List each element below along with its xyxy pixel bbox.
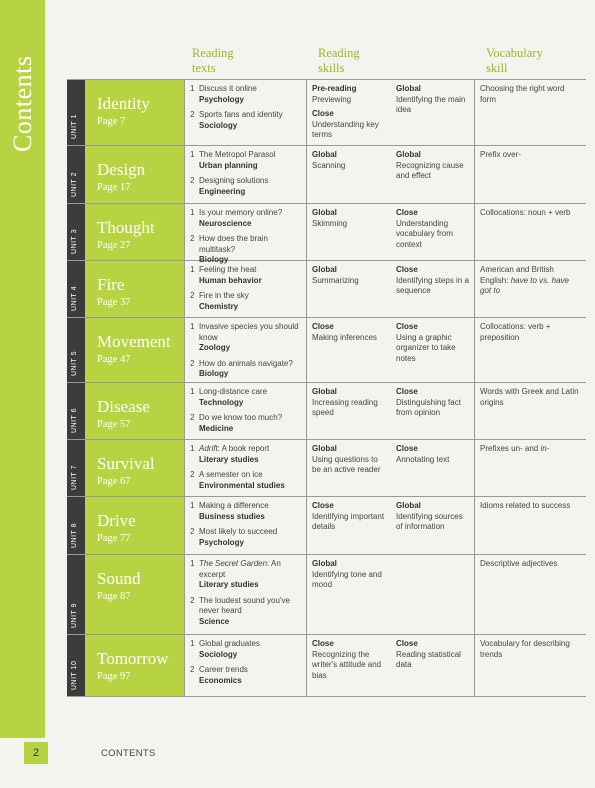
skill-block xyxy=(312,559,386,591)
table-row xyxy=(67,635,586,697)
reading-texts-cell xyxy=(185,261,307,317)
reading-texts-cell xyxy=(185,497,307,554)
item-number: 1 xyxy=(190,559,195,568)
item-body xyxy=(199,110,301,131)
vocabulary-skill-cell xyxy=(475,635,586,696)
item-number: 1 xyxy=(190,444,195,453)
header-line: skills xyxy=(318,61,345,75)
vocab-text: Prefix over- xyxy=(480,150,521,159)
skill-block xyxy=(396,322,469,364)
unit-page-ref[interactable]: Page 7 xyxy=(97,116,126,127)
item-body xyxy=(199,291,301,312)
skill-text: Increasing reading speed xyxy=(312,397,378,417)
skill-text: Distinguishing fact from opinion xyxy=(396,397,461,417)
skill-kind: Global xyxy=(312,444,337,453)
reading-texts-cell xyxy=(185,555,307,634)
item-subject: Science xyxy=(199,616,230,626)
unit-page-ref[interactable]: Page 57 xyxy=(97,419,131,430)
skill-text: Identifying tone and mood xyxy=(312,569,382,589)
reading-texts-cell xyxy=(185,146,307,203)
item-title xyxy=(199,265,256,274)
item-title-text: How does the brain multitask? xyxy=(199,234,268,254)
skill-text: Identifying sources of information xyxy=(396,511,463,531)
vocab-text: Choosing the right word form xyxy=(480,84,565,104)
skill-kind: Global xyxy=(396,150,421,159)
unit-number: UNIT 3 xyxy=(71,228,78,254)
skill-kind: Close xyxy=(396,265,418,274)
item-title xyxy=(199,110,283,119)
unit-page-ref[interactable]: Page 37 xyxy=(97,297,131,308)
reading-skill-cell xyxy=(391,318,475,382)
unit-cell xyxy=(67,383,185,439)
skill-text: Using a graphic organizer to take notes xyxy=(396,332,456,363)
vocab-text: Vocabulary for describing trends xyxy=(480,639,570,659)
item-subject: Neuroscience xyxy=(199,218,252,228)
unit-page-ref[interactable]: Page 67 xyxy=(97,476,131,487)
reading-text-item xyxy=(190,501,301,522)
unit-number: UNIT 4 xyxy=(71,285,78,311)
reading-skill-cell xyxy=(307,383,391,439)
skill-text: Previewing xyxy=(312,94,352,104)
item-title-text: Feeling the heat xyxy=(199,265,257,274)
reading-skill-cell xyxy=(307,635,391,696)
reading-skill-cell xyxy=(391,383,475,439)
reading-skill-cell xyxy=(307,555,391,634)
vocabulary-skill-cell xyxy=(475,80,586,145)
item-title-text: Invasive species you should know xyxy=(199,322,299,342)
skill-block xyxy=(312,265,386,286)
skill-block xyxy=(396,501,469,533)
item-title xyxy=(199,234,268,254)
reading-skill-cell xyxy=(307,146,391,203)
vocab-italic: have to vs. have got to xyxy=(480,275,569,295)
reading-skill-cell xyxy=(307,80,391,145)
header-vocabulary-skill xyxy=(486,46,543,76)
reading-skill-cell xyxy=(307,261,391,317)
vocabulary-skill-cell xyxy=(475,146,586,203)
item-body xyxy=(199,208,301,229)
skill-text: Understanding vocabulary from context xyxy=(396,218,453,249)
item-title xyxy=(199,665,248,674)
item-number: 2 xyxy=(190,665,195,674)
vocabulary-skill-cell xyxy=(475,318,586,382)
reading-text-item xyxy=(190,208,301,229)
header-line: Vocabulary xyxy=(486,46,543,60)
item-number: 1 xyxy=(190,501,195,510)
item-title xyxy=(199,639,260,648)
item-number: 1 xyxy=(190,322,195,331)
item-body xyxy=(199,596,301,628)
footer-page-number: 2 xyxy=(24,742,48,764)
item-title xyxy=(199,501,269,510)
reading-texts-cell xyxy=(185,204,307,264)
skill-block xyxy=(396,387,469,419)
item-subject: Literary studies xyxy=(199,580,259,589)
item-title xyxy=(199,208,282,217)
unit-page-ref[interactable]: Page 87 xyxy=(97,591,131,602)
item-number: 2 xyxy=(190,527,195,536)
unit-cell xyxy=(67,555,185,634)
item-number: 2 xyxy=(190,234,195,243)
reading-texts-cell xyxy=(185,635,307,696)
skill-block xyxy=(312,322,386,343)
vocabulary-skill-cell xyxy=(475,261,586,317)
item-body xyxy=(199,322,301,354)
header-line: skill xyxy=(486,61,508,75)
contents-table xyxy=(67,79,586,697)
table-row xyxy=(67,497,586,555)
unit-number: UNIT 7 xyxy=(71,464,78,490)
unit-title[interactable]: Design xyxy=(97,160,146,179)
header-reading-skills xyxy=(318,46,360,76)
item-subject: Sociology xyxy=(199,120,238,130)
item-number: 1 xyxy=(190,639,195,648)
item-title-text: Discuss it online xyxy=(199,84,257,93)
item-title xyxy=(199,359,293,368)
item-number: 2 xyxy=(190,413,195,422)
sidebar-band xyxy=(0,0,45,738)
reading-text-item xyxy=(190,596,301,628)
unit-cell xyxy=(67,497,185,554)
skill-kind: Close xyxy=(312,109,334,118)
item-title-text: Sports fans and identity xyxy=(199,110,283,119)
vocab-italic: in- xyxy=(540,444,550,453)
unit-page-ref[interactable]: Page 97 xyxy=(97,671,131,682)
skill-kind: Close xyxy=(312,501,334,510)
skill-text: Recognizing the writer's attitude and bias xyxy=(312,649,382,680)
vocabulary-skill-cell xyxy=(475,204,586,260)
item-number: 2 xyxy=(190,176,195,185)
header-reading-texts xyxy=(192,46,234,76)
item-subject: Psychology xyxy=(199,537,244,547)
skill-block xyxy=(396,265,469,297)
skill-block xyxy=(396,639,469,671)
skill-kind: Close xyxy=(396,322,418,331)
reading-text-item xyxy=(190,639,301,660)
unit-title[interactable]: Identity xyxy=(97,94,150,113)
item-title xyxy=(199,291,249,300)
unit-page-ref[interactable]: Page 77 xyxy=(97,533,131,544)
skill-kind: Close xyxy=(396,208,418,217)
unit-title[interactable]: Disease xyxy=(97,397,150,416)
reading-skill-cell xyxy=(307,497,391,554)
item-title-text: Is your memory online? xyxy=(199,208,283,217)
skill-block xyxy=(396,84,469,116)
item-body xyxy=(199,150,301,171)
item-number: 1 xyxy=(190,84,195,93)
item-title-text: Making a difference xyxy=(199,501,269,510)
vocabulary-skill-cell xyxy=(475,555,586,634)
item-title-text: Designing solutions xyxy=(199,176,269,185)
table-row xyxy=(67,80,586,146)
skill-text: Identifying the main idea xyxy=(396,94,466,114)
skill-text: Using questions to be an active reader xyxy=(312,454,381,474)
item-number: 2 xyxy=(190,291,195,300)
reading-text-item xyxy=(190,359,301,380)
item-subject: Sociology xyxy=(199,649,238,659)
item-body xyxy=(199,444,301,465)
item-subject: Biology xyxy=(199,255,229,264)
reading-text-item xyxy=(190,387,301,408)
unit-title[interactable]: Drive xyxy=(97,511,136,530)
skill-kind: Pre-reading xyxy=(312,84,357,93)
header-line: texts xyxy=(192,61,216,75)
skill-block xyxy=(312,208,386,229)
unit-cell xyxy=(67,204,185,260)
reading-skill-cell xyxy=(391,204,475,260)
vocab-text: Collocations: noun + verb xyxy=(480,208,571,217)
reading-text-item xyxy=(190,413,301,434)
reading-skill-cell xyxy=(307,204,391,260)
item-subject: Zoology xyxy=(199,343,231,352)
item-body xyxy=(199,665,301,686)
item-subject: Urban planning xyxy=(199,160,258,170)
unit-cell xyxy=(67,440,185,496)
skill-block xyxy=(312,387,386,419)
unit-number: UNIT 5 xyxy=(71,350,78,376)
reading-skill-cell xyxy=(391,555,475,634)
unit-title[interactable]: Sound xyxy=(97,569,141,588)
skill-text: Making inferences xyxy=(312,332,377,342)
vocab-text: Words with Greek and Latin origins xyxy=(480,387,579,407)
skill-kind: Global xyxy=(312,150,337,159)
item-title-text: Fire in the sky xyxy=(199,291,249,300)
reading-text-item xyxy=(190,322,301,354)
item-number: 1 xyxy=(190,387,195,396)
skill-text: Identifying steps in a sequence xyxy=(396,275,469,295)
item-title xyxy=(199,413,282,422)
skill-text: Skimming xyxy=(312,218,348,228)
skill-kind: Close xyxy=(396,387,418,396)
item-number: 1 xyxy=(190,265,195,274)
item-title-text: A semester on ice xyxy=(199,470,263,479)
unit-number: UNIT 6 xyxy=(71,407,78,433)
unit-cell xyxy=(67,635,185,696)
header-line: Reading xyxy=(318,46,360,60)
item-number: 2 xyxy=(190,470,195,479)
reading-text-item xyxy=(190,444,301,465)
item-subject: Literary studies xyxy=(199,454,259,464)
unit-page-ref[interactable]: Page 47 xyxy=(97,354,131,365)
item-body xyxy=(199,413,301,434)
reading-text-item xyxy=(190,470,301,491)
skill-kind: Close xyxy=(312,322,334,331)
unit-cell xyxy=(67,261,185,317)
vocab-text: American and British English: xyxy=(480,265,554,285)
item-title xyxy=(199,470,263,479)
reading-text-item xyxy=(190,150,301,171)
footer-label: CONTENTS xyxy=(101,748,156,759)
item-title xyxy=(199,150,275,159)
vocab-text: Prefixes un- and xyxy=(480,444,539,453)
unit-title[interactable]: Survival xyxy=(97,454,155,473)
header-line: Reading xyxy=(192,46,234,60)
skill-kind: Global xyxy=(396,84,421,93)
item-body xyxy=(199,84,301,105)
skill-kind: Global xyxy=(312,208,337,217)
skill-block xyxy=(312,150,386,171)
item-title-italic: The Secret Garden xyxy=(199,559,268,568)
table-row xyxy=(67,146,586,204)
item-title xyxy=(199,596,290,616)
unit-page-ref[interactable]: Page 27 xyxy=(97,240,131,251)
item-body xyxy=(199,470,301,491)
skill-text: Annotating text xyxy=(396,454,450,464)
skill-block xyxy=(312,501,386,533)
item-title-italic: Adrift xyxy=(199,444,218,453)
table-row xyxy=(67,204,586,264)
reading-text-item xyxy=(190,265,301,286)
skill-text: Identifying important details xyxy=(312,511,385,531)
sidebar-title: Contents xyxy=(8,55,37,152)
table-row xyxy=(67,261,586,318)
unit-number: UNIT 2 xyxy=(71,171,78,197)
skill-text: Reading statistical data xyxy=(396,649,461,669)
skill-kind: Global xyxy=(312,387,337,396)
item-title-text: Most likely to succeed xyxy=(199,527,278,536)
item-body xyxy=(199,639,301,660)
vocabulary-skill-cell xyxy=(475,440,586,496)
item-subject: Human behavior xyxy=(199,275,262,285)
item-subject: Environmental studies xyxy=(199,480,285,490)
unit-title[interactable]: Movement xyxy=(97,332,171,351)
reading-texts-cell xyxy=(185,383,307,439)
item-subject: Chemistry xyxy=(199,301,239,311)
item-body xyxy=(199,559,301,591)
unit-number: UNIT 1 xyxy=(71,113,78,139)
table-row xyxy=(67,440,586,497)
unit-cell xyxy=(67,146,185,203)
reading-text-item xyxy=(190,291,301,312)
reading-texts-cell xyxy=(185,440,307,496)
reading-text-item xyxy=(190,84,301,105)
item-title xyxy=(199,444,269,453)
item-body xyxy=(199,527,301,548)
skill-kind: Global xyxy=(312,265,337,274)
item-number: 1 xyxy=(190,150,195,159)
skill-kind: Close xyxy=(312,639,334,648)
item-number: 2 xyxy=(190,358,195,368)
reading-skill-cell xyxy=(391,440,475,496)
skill-block xyxy=(396,150,469,182)
unit-cell xyxy=(67,318,185,382)
skill-block xyxy=(312,639,386,681)
item-title-text: Long-distance care xyxy=(199,387,268,396)
item-title-text: The Metropol Parasol xyxy=(199,150,276,159)
table-row xyxy=(67,318,586,383)
unit-page-ref[interactable]: Page 17 xyxy=(97,182,131,193)
reading-skill-cell xyxy=(391,146,475,203)
skill-text: Understanding key terms xyxy=(312,119,379,139)
vocab-text: Descriptive adjectives xyxy=(480,559,558,568)
skill-kind: Global xyxy=(312,559,337,568)
item-body xyxy=(199,501,301,522)
reading-text-item xyxy=(190,665,301,686)
unit-number: UNIT 10 xyxy=(71,660,78,690)
skill-block xyxy=(396,444,469,465)
item-title xyxy=(199,322,299,342)
unit-title[interactable]: Thought xyxy=(97,218,155,237)
vocabulary-skill-cell xyxy=(475,383,586,439)
vocab-text: Idioms related to success xyxy=(480,501,571,510)
table-row xyxy=(67,555,586,635)
reading-skill-cell xyxy=(307,318,391,382)
reading-skill-cell xyxy=(307,440,391,496)
skill-kind: Close xyxy=(396,639,418,648)
reading-skill-cell xyxy=(391,261,475,317)
reading-texts-cell xyxy=(185,318,307,382)
vocabulary-skill-cell xyxy=(475,497,586,554)
item-subject: Biology xyxy=(199,369,229,378)
skill-text: Recognizing cause and effect xyxy=(396,160,464,180)
item-number: 1 xyxy=(190,208,195,217)
unit-title[interactable]: Fire xyxy=(97,275,125,294)
item-title-text: Do we know too much? xyxy=(199,413,283,422)
unit-title[interactable]: Tomorrow xyxy=(97,649,169,668)
reading-skill-cell xyxy=(391,80,475,145)
skill-block xyxy=(312,444,386,476)
reading-skill-cell xyxy=(391,497,475,554)
item-subject: Business studies xyxy=(199,511,265,521)
skill-block xyxy=(312,109,386,141)
unit-number: UNIT 9 xyxy=(71,602,78,628)
item-body xyxy=(199,359,301,380)
reading-text-item xyxy=(190,559,301,591)
item-number: 2 xyxy=(190,110,195,119)
item-body xyxy=(199,265,301,286)
item-subject: Economics xyxy=(199,675,242,685)
item-body xyxy=(199,387,301,408)
item-title-text: Global graduates xyxy=(199,639,260,648)
unit-cell xyxy=(67,80,185,145)
skill-text: Scanning xyxy=(312,160,346,170)
item-number: 2 xyxy=(190,595,195,605)
item-subject: Technology xyxy=(199,397,244,407)
item-subject: Engineering xyxy=(199,186,246,196)
reading-text-item xyxy=(190,110,301,131)
skill-text: Summarizing xyxy=(312,275,359,285)
item-title xyxy=(199,527,277,536)
item-subject: Medicine xyxy=(199,423,234,433)
item-title-text: Career trends xyxy=(199,665,248,674)
unit-number: UNIT 8 xyxy=(71,522,78,548)
item-title-text: : A book report xyxy=(217,444,270,453)
item-title xyxy=(199,559,281,579)
reading-text-item xyxy=(190,176,301,197)
reading-skill-cell xyxy=(391,635,475,696)
item-title-text: How do animals navigate? xyxy=(199,358,293,368)
skill-block xyxy=(312,84,386,105)
item-title xyxy=(199,387,267,396)
table-row xyxy=(67,383,586,440)
skill-kind: Close xyxy=(396,444,418,453)
item-subject: Psychology xyxy=(199,94,244,104)
item-title xyxy=(199,84,257,93)
skill-block xyxy=(396,208,469,250)
vocab-text: Collocations: verb + preposition xyxy=(480,322,551,342)
item-body xyxy=(199,176,301,197)
reading-texts-cell xyxy=(185,80,307,145)
reading-text-item xyxy=(190,527,301,548)
item-title xyxy=(199,176,268,185)
item-title-text: The loudest sound you've never heard xyxy=(199,595,290,615)
skill-kind: Global xyxy=(396,501,421,510)
item-title-text: : An excerpt xyxy=(199,559,281,579)
